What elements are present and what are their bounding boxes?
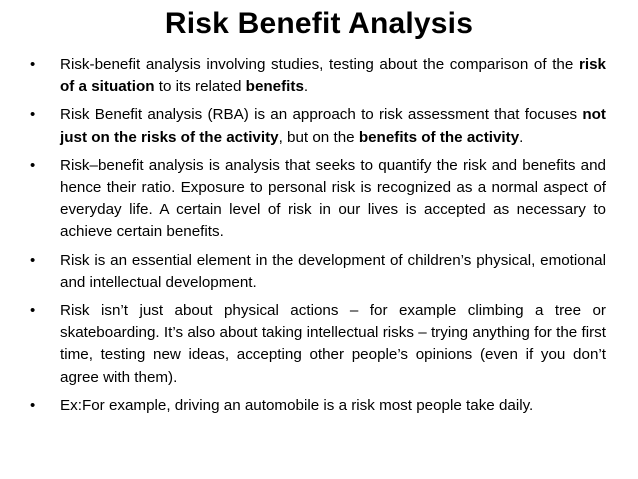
bullet-dot-icon: • (30, 302, 36, 320)
bullet-text: Risk isn’t just about physical actions – for example climbing a tree or skateboarding. It’s also about taking intellectual risks – trying anything for the first time, testing new ideas, accepting other people’s opinions (even if you don’t agree with them). (60, 302, 606, 386)
bullet-item (30, 250, 606, 294)
bullet-text: . (303, 78, 309, 96)
bullet-text-bold: risk of a situation (60, 56, 606, 96)
bullet-dot-icon: • (30, 56, 36, 73)
bullet-text-bold: not just on the risks of the activity (60, 106, 606, 146)
bullet-list (30, 54, 606, 423)
bullet-dot-icon: • (30, 106, 36, 124)
bullet-text: to its related (154, 78, 246, 96)
bullet-text: Risk Benefit analysis (RBA) is an approach to risk assessment that focuses (60, 106, 583, 124)
bullet-text: Risk–benefit analysis is analysis that seeks to quantify the risk and benefits and hence their ratio. Exposure to personal risk is recognized as a normal aspect of everyday life. A certain level of risk in our lives is accepted as necessary to achieve certain benefits. (60, 156, 606, 241)
bullet-item (30, 300, 606, 389)
bullet-item (30, 395, 606, 417)
bullet-text: Risk-benefit analysis involving studies, testing about the comparison of the (60, 56, 579, 73)
bullet-text: Ex:For example, driving an automobile is a risk most people take daily. (60, 396, 534, 414)
bullet-text-bold: benefits of the activity (358, 128, 520, 146)
bullet-dot-icon: • (30, 396, 36, 414)
bullet-item (30, 104, 606, 148)
bullet-dot-icon: • (30, 251, 36, 269)
bullet-dot-icon: • (30, 156, 36, 174)
slide-title: Risk Benefit Analysis (164, 7, 474, 40)
bullet-item (30, 155, 606, 244)
bullet-text-bold: benefits (245, 78, 304, 96)
bullet-text: . (519, 128, 524, 146)
bullet-item (30, 54, 606, 98)
bullet-text: Risk is an essential element in the development of children’s physical, emotional and intellectual development. (60, 251, 606, 291)
bullet-text: , but on the (278, 128, 359, 146)
